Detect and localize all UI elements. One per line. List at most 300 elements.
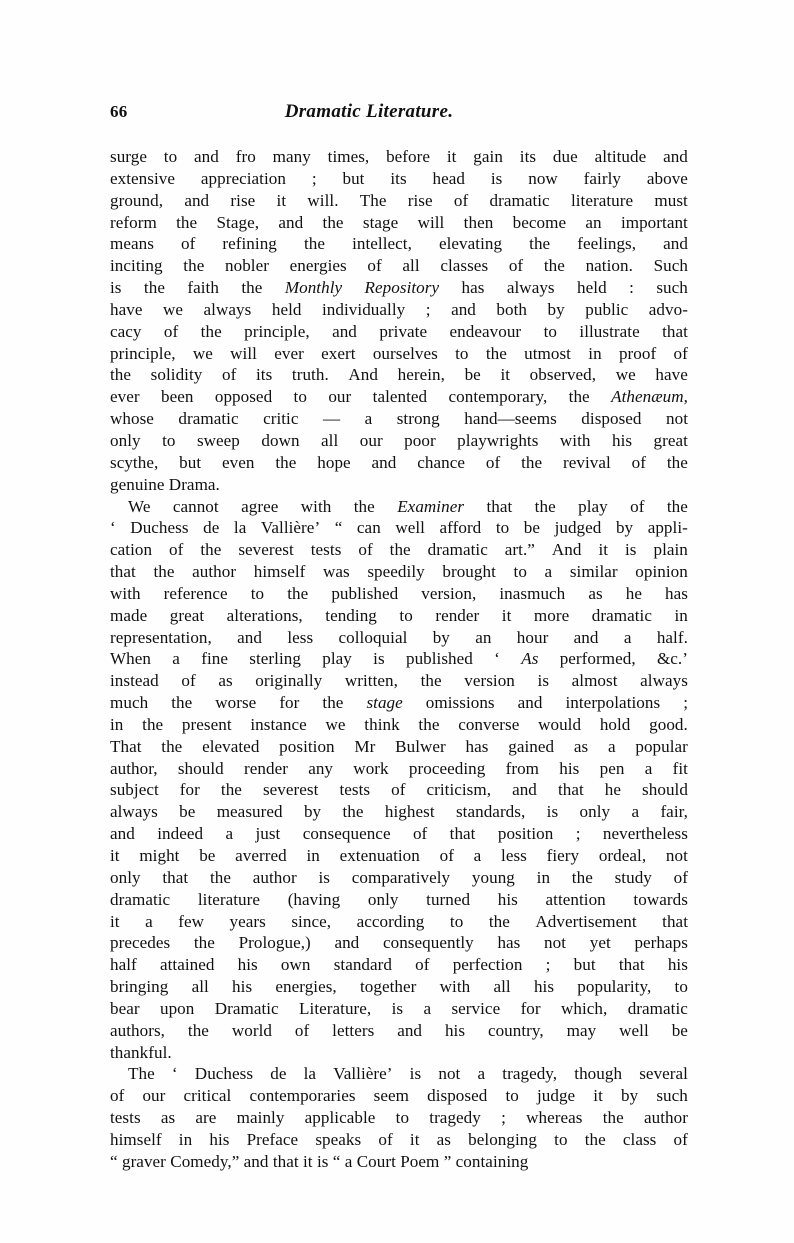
word: [457, 430, 538, 452]
text: of: [367, 256, 382, 276]
text: well: [619, 1020, 649, 1040]
word: [250, 714, 306, 736]
word: [657, 627, 688, 649]
word: [639, 1063, 688, 1085]
word: [440, 517, 482, 539]
text: inasmuch: [499, 583, 566, 603]
text: individually: [322, 299, 406, 319]
text: it: [110, 911, 120, 931]
text: made: [110, 605, 148, 625]
text: hand—seems: [464, 409, 557, 429]
word: [176, 212, 197, 234]
text-line: [110, 823, 688, 845]
text: converse: [458, 714, 520, 734]
word: [287, 583, 308, 605]
text: great: [169, 605, 205, 625]
text: solidity: [150, 365, 203, 385]
word: [110, 911, 120, 933]
text: the: [275, 452, 297, 472]
text: is: [110, 278, 122, 298]
text: to: [674, 977, 688, 997]
text: Drama.: [168, 474, 220, 494]
word: [279, 736, 335, 758]
text: in: [588, 343, 602, 363]
word: [352, 233, 412, 255]
word: [505, 539, 535, 561]
word: [110, 212, 157, 234]
word: [373, 648, 385, 670]
word: [473, 146, 503, 168]
word: [561, 998, 607, 1020]
text: and: [332, 321, 357, 341]
text: of: [358, 540, 373, 560]
word: [261, 430, 299, 452]
text: the: [322, 212, 344, 232]
text: was: [323, 562, 350, 582]
word: [295, 1020, 309, 1042]
word: [306, 845, 319, 867]
text-line: [110, 1107, 688, 1129]
text: averred: [235, 846, 287, 865]
text: version: [464, 671, 515, 691]
word: [451, 299, 476, 321]
text: be: [464, 365, 481, 385]
word: [110, 692, 148, 714]
word: [648, 517, 688, 539]
text: poor: [404, 430, 436, 450]
text: position: [279, 736, 335, 756]
text: and: [194, 147, 219, 166]
word: [560, 648, 636, 670]
word: [426, 889, 470, 911]
word: [447, 146, 457, 168]
text: dramatic: [427, 540, 488, 560]
text: that: [110, 562, 136, 582]
word: [580, 801, 611, 823]
italic-text: stage: [366, 693, 403, 713]
text: of: [378, 1129, 393, 1149]
word: [574, 736, 588, 758]
text: bear: [110, 998, 140, 1018]
text-line: [110, 758, 688, 780]
text: always: [506, 278, 555, 298]
text: altitude: [594, 147, 647, 166]
word: [357, 517, 381, 539]
word: [197, 430, 240, 452]
word: [521, 998, 541, 1020]
text: always: [110, 802, 158, 822]
word: [373, 343, 438, 365]
word: [657, 648, 688, 670]
word: [599, 845, 646, 867]
word: [534, 605, 569, 627]
text: not: [665, 846, 688, 865]
text: almost: [571, 671, 618, 691]
text: the: [521, 452, 543, 472]
text: genuine: [110, 474, 165, 494]
text: now: [528, 168, 558, 188]
text: fiery: [546, 846, 580, 865]
text-line: [110, 474, 688, 496]
text: his: [667, 955, 688, 975]
text-line: [110, 845, 688, 867]
text: the: [389, 540, 411, 560]
word: [673, 758, 688, 780]
word: [456, 801, 525, 823]
text: judge: [536, 1086, 576, 1106]
text: dramatic: [178, 409, 239, 429]
text: appreciation: [200, 168, 286, 188]
text-line: [110, 714, 688, 736]
text: advo-: [648, 299, 688, 319]
text: observed,: [529, 365, 597, 385]
text: dramatic: [489, 190, 550, 210]
text: few: [178, 911, 205, 931]
word: [345, 670, 398, 692]
text: afford: [439, 518, 482, 538]
word: [277, 190, 287, 212]
text: our: [359, 430, 383, 450]
text: gained: [508, 736, 555, 756]
text: highest: [384, 802, 435, 822]
text: such: [656, 1086, 688, 1106]
text: consequently: [382, 933, 474, 953]
word: [474, 845, 482, 867]
text: more: [533, 605, 570, 625]
word: [247, 1129, 299, 1151]
text: feelings,: [577, 234, 637, 254]
text: refining: [222, 234, 277, 254]
word: [360, 190, 387, 212]
text: with: [110, 583, 141, 603]
word: [332, 1020, 374, 1042]
text: a: [225, 824, 234, 844]
word: [110, 954, 137, 976]
word: [261, 517, 320, 539]
text: elevated: [202, 736, 260, 756]
text: the: [209, 867, 231, 887]
word: [232, 976, 252, 998]
word: [322, 648, 352, 670]
text: originally: [255, 671, 323, 691]
word: [649, 714, 688, 736]
word: [585, 1129, 606, 1151]
text-line: [110, 233, 688, 255]
word: [373, 386, 428, 408]
text: the: [153, 562, 175, 582]
word: [270, 1063, 286, 1085]
word: [378, 1129, 392, 1151]
text: author: [192, 562, 237, 582]
word: [263, 408, 298, 430]
text: herein,: [397, 365, 445, 385]
word: [576, 823, 581, 845]
word: [179, 1129, 192, 1151]
text: head: [432, 168, 465, 188]
text: —: [322, 409, 341, 429]
text: popular: [635, 736, 688, 756]
text: his: [559, 758, 580, 778]
text: principle,: [244, 321, 310, 341]
text: and: [243, 1151, 269, 1171]
word: [251, 583, 264, 605]
word: [110, 539, 152, 561]
word: [110, 430, 141, 452]
text: in: [536, 867, 551, 887]
text: the: [322, 693, 344, 713]
text: sweep: [196, 430, 240, 450]
text: be: [523, 518, 541, 538]
text: performed,: [559, 649, 636, 669]
word: [585, 299, 628, 321]
text: can: [356, 518, 381, 538]
word: [274, 343, 304, 365]
word: [275, 976, 336, 998]
word: [385, 801, 435, 823]
word: [410, 1063, 422, 1085]
italic-text: Repository: [364, 278, 440, 298]
text: all: [493, 977, 511, 997]
word: [427, 1085, 487, 1107]
word: [172, 648, 180, 670]
text: de: [203, 518, 220, 538]
word: [548, 299, 565, 321]
word: [157, 823, 203, 845]
text: Duchess: [130, 518, 189, 538]
text: that: [449, 824, 476, 844]
text-line: [110, 736, 688, 758]
text-line: [110, 670, 688, 692]
word: [647, 168, 688, 190]
text: “: [334, 518, 343, 538]
text: ‘: [494, 649, 500, 669]
text: proceeding: [408, 758, 486, 778]
text: play: [322, 649, 352, 669]
word: [513, 212, 566, 234]
text: opinion: [635, 562, 688, 582]
text: become: [512, 212, 567, 232]
text: nevertheless: [602, 824, 688, 844]
text: of: [673, 1129, 688, 1149]
text: but: [342, 168, 365, 188]
text: the: [142, 714, 164, 734]
word: [535, 911, 636, 933]
word: [279, 692, 299, 714]
text: the: [543, 256, 565, 276]
text: as: [436, 1129, 451, 1149]
word: [502, 1063, 557, 1085]
word: [288, 889, 341, 911]
word: [512, 779, 537, 801]
word: [546, 954, 551, 976]
word: [674, 343, 688, 365]
word: [328, 146, 370, 168]
text: and: [184, 190, 210, 210]
word: [110, 932, 170, 954]
word: [488, 1020, 544, 1042]
text: together: [360, 977, 417, 997]
text: perhaps: [634, 933, 688, 953]
word: [440, 845, 454, 867]
text: Poem: [400, 1151, 440, 1171]
text: truth.: [291, 365, 329, 385]
text: to: [395, 1108, 410, 1128]
text: his: [533, 977, 555, 997]
word: [514, 561, 527, 583]
text: the: [666, 452, 688, 472]
text: ever: [110, 387, 140, 407]
text: many: [272, 147, 311, 166]
text: by: [615, 518, 634, 538]
paragraph: [110, 146, 688, 496]
word: [171, 692, 192, 714]
word: [263, 779, 318, 801]
text: gain: [473, 147, 503, 166]
word: [201, 321, 222, 343]
text: opposed: [214, 387, 273, 407]
word: [570, 561, 618, 583]
text-line: [110, 932, 688, 954]
word: [278, 212, 303, 234]
text: graver: [121, 1151, 166, 1171]
text: present: [181, 714, 232, 734]
word: [110, 779, 159, 801]
word: [275, 452, 296, 474]
text: towards: [633, 889, 688, 909]
word: [110, 1129, 162, 1151]
word: [547, 845, 580, 867]
text: and: [512, 780, 537, 800]
text: only: [110, 867, 141, 887]
word: [560, 430, 591, 452]
word: [255, 823, 280, 845]
text: his: [497, 889, 518, 909]
word: [333, 1063, 392, 1085]
text: inciting: [110, 256, 163, 276]
word: [578, 496, 608, 518]
word: [368, 889, 399, 911]
word: [428, 539, 488, 561]
text: measured: [216, 802, 283, 822]
word: [334, 954, 392, 976]
text-line: [110, 605, 688, 627]
text: the: [488, 911, 510, 931]
word: [396, 1107, 409, 1129]
word: [667, 496, 688, 518]
word: [285, 277, 342, 299]
word: [529, 233, 550, 255]
word: [640, 670, 688, 692]
word: [353, 758, 388, 780]
word: [294, 386, 307, 408]
word: [489, 911, 510, 933]
text: speedily: [367, 562, 425, 582]
word: [110, 561, 136, 583]
text: the: [529, 234, 551, 254]
text: before: [386, 147, 431, 166]
word: [253, 867, 297, 889]
word: [323, 212, 344, 234]
word: [585, 212, 601, 234]
text: due: [552, 147, 578, 166]
word: [303, 823, 391, 845]
word: [486, 452, 500, 474]
word: [674, 1129, 688, 1151]
text: “: [332, 1151, 341, 1171]
word: [672, 1020, 688, 1042]
text: just: [255, 824, 281, 844]
text: of: [485, 452, 501, 472]
text: only: [579, 802, 611, 822]
word: [450, 911, 463, 933]
text-line: [110, 168, 688, 190]
text: of: [169, 540, 184, 560]
text: the: [666, 496, 688, 516]
italic-text: Monthly: [284, 278, 343, 298]
word: [365, 277, 440, 299]
word: [655, 364, 687, 386]
word: [198, 889, 260, 911]
text: that: [662, 321, 688, 341]
word: [230, 911, 266, 933]
text: utmost: [524, 343, 571, 363]
word: [574, 627, 599, 649]
text: judged: [554, 518, 602, 538]
word: [572, 867, 593, 889]
word: [179, 801, 195, 823]
text: country,: [487, 1020, 544, 1040]
text: disposed: [427, 1086, 488, 1106]
text: himself: [253, 562, 306, 582]
text: has: [461, 278, 485, 298]
text: it: [593, 1086, 603, 1106]
text-line: [110, 190, 688, 212]
text: be: [199, 846, 216, 865]
text: of: [453, 190, 469, 210]
word: [110, 845, 120, 867]
text-line: [110, 1042, 688, 1064]
text: is: [546, 802, 559, 822]
text: attained: [159, 955, 215, 975]
word: [586, 255, 633, 277]
word: [178, 408, 238, 430]
word: [624, 627, 632, 649]
text: he: [625, 583, 642, 603]
word: [383, 932, 474, 954]
text: ;: [545, 955, 551, 975]
text: only: [110, 430, 141, 450]
text: may: [566, 1020, 597, 1040]
word: [666, 408, 688, 430]
text: will.: [307, 190, 339, 210]
word: [498, 823, 554, 845]
text: such: [656, 278, 688, 298]
text: authors,: [110, 1020, 165, 1040]
text: surge: [110, 147, 147, 166]
text: stage: [362, 212, 399, 232]
word: [662, 911, 688, 933]
word: [335, 517, 343, 539]
word: [654, 255, 688, 277]
text: years: [229, 911, 266, 931]
word: [418, 212, 445, 234]
word: [281, 954, 311, 976]
text-line: [110, 539, 688, 561]
text: subject: [110, 780, 159, 800]
text: less: [501, 846, 527, 865]
word: [164, 321, 178, 343]
text: critical: [183, 1086, 232, 1106]
